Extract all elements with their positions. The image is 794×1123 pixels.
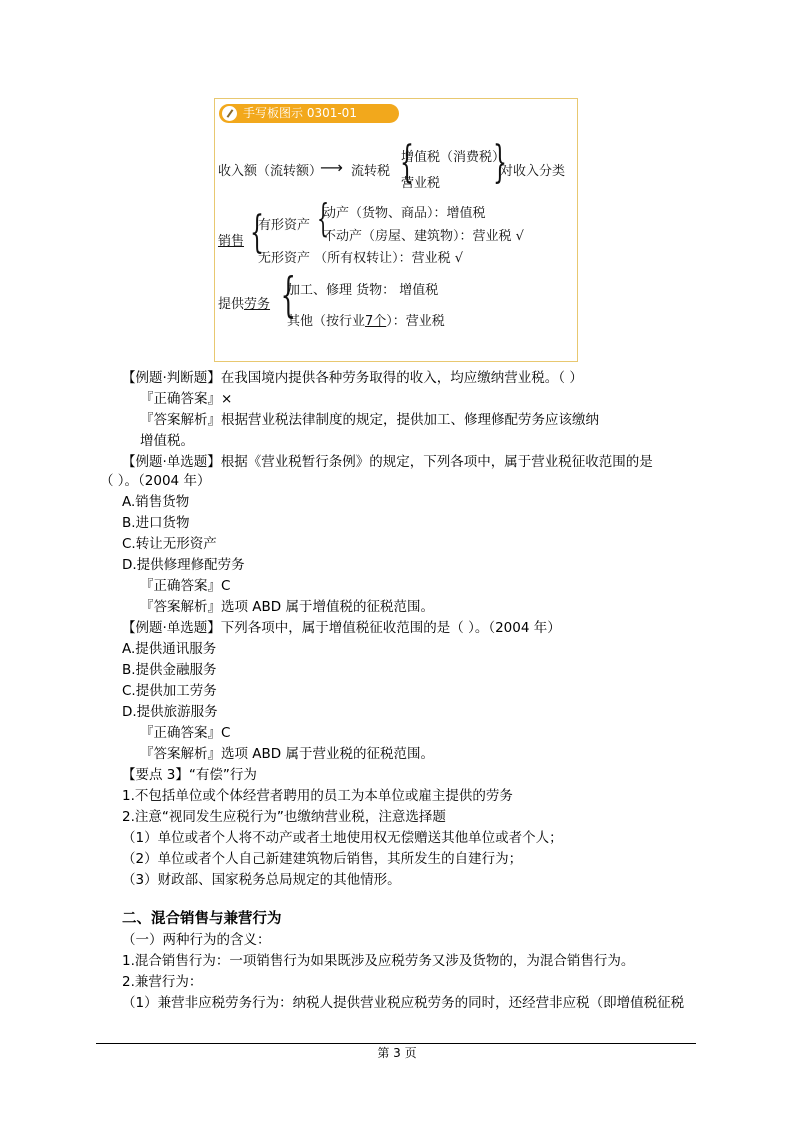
tangible-label: 有形资产 [258,218,311,233]
analysis-1-cont: 增值税。 [140,433,194,449]
option-c-2: C.提供加工劳务 [122,683,217,699]
sales-brace: { [250,207,264,258]
option-a-2: A.提供通讯服务 [122,641,217,657]
analysis-3: 『答案解析』选项 ABD 属于营业税的征税范围。 [140,746,434,762]
analysis-1: 『答案解析』根据营业税法律制度的规定，提供加工、修理修配劳务应该缴纳 [140,412,599,428]
board-title: 手写板图示 0301-01 [243,106,357,120]
option-a-1: A.销售货物 [122,494,190,510]
movable-line: 动产（货物、商品）：增值税 [323,206,486,221]
section-heading: 二、混合销售与兼营行为 [122,911,282,927]
sub-point-3: （3）财政部、国家税务总局规定的其他情形。 [122,872,401,888]
other-line: 其他（按行业7个）：营业税 [287,314,445,329]
immovable-line: 不动产（房屋、建筑物）：营业税 √ [323,229,524,244]
subsection-heading: （一）两种行为的含义： [122,932,271,948]
key-point-3: 【要点 3】“有偿”行为 [122,767,257,783]
service-brace: { [280,267,296,323]
answer-3: 『正确答案』C [140,725,231,741]
example-judgment-question: 【例题·判断题】在我国境内提供各种劳务取得的收入，均应缴纳营业税。（ ） [122,370,583,386]
pen-icon [222,106,237,121]
mixed-sales-definition: 1.混合销售行为：一项销售行为如果既涉及应税劳务又涉及货物的，为混合销售行为。 [122,953,635,969]
income-label: 收入额（流转额） [218,164,323,179]
example-choice-1: 【例题·单选题】根据《营业税暂行条例》的规定，下列各项中，属于营业税征收范围的是 [122,454,653,470]
page-number: 第 3 页 [377,1046,417,1060]
intangible-line: 无形资产 （所有权转让）：营业税 √ [258,251,464,266]
brace-left: { [400,137,414,188]
option-d-2: D.提供旅游服务 [122,704,218,720]
tangible-brace: { [317,196,330,240]
sub-point-2: （2）单位或者个人自己新建建筑物后销售，其所发生的自建行为； [122,851,523,867]
option-c-1: C.转让无形资产 [122,536,217,552]
vat-consumption-label: 增值税（消费税） [401,150,506,165]
business-tax-label: 营业税 [401,176,441,191]
arrow-icon: ⟶ [320,158,343,177]
turnover-tax-label: 流转税 [351,164,391,179]
point-1: 1.不包括单位或个体经营者聘用的员工为本单位或雇主提供的劳务 [122,788,513,804]
sales-label: 销售 [218,234,245,249]
sub-point-1: （1）单位或者个人将不动产或者土地使用权无偿赠送其他单位或者个人； [122,830,563,846]
example-choice-2: 【例题·单选题】下列各项中，属于增值税征收范围的是（ ）。（2004 年） [122,620,561,636]
option-d-1: D.提供修理修配劳务 [122,557,245,573]
concurrent-business-label: 2.兼营行为： [122,974,203,990]
option-b-1: B.进口货物 [122,515,190,531]
concurrent-business-definition: （1）兼营非应税劳务行为：纳税人提供营业税应税劳务的同时，还经营非应税（即增值税征税 [122,995,685,1011]
answer-2: 『正确答案』C [140,578,231,594]
example-choice-1-cont: （ ）。（2004 年） [100,473,211,489]
service-label: 提供劳务 [218,297,271,312]
brace-right: } [493,137,507,188]
analysis-2: 『答案解析』选项 ABD 属于增值税的征税范围。 [140,599,434,615]
classify-label: 对收入分类 [500,164,566,179]
option-b-2: B.提供金融服务 [122,662,217,678]
processing-line: 加工、修理 货物： 增值税 [287,283,439,298]
board-title-badge [219,104,399,123]
handwriting-board-figure [214,98,578,362]
point-2: 2.注意“视同发生应税行为”也缴纳营业税，注意选择题 [122,809,446,825]
answer-1: 『正确答案』× [140,391,233,407]
